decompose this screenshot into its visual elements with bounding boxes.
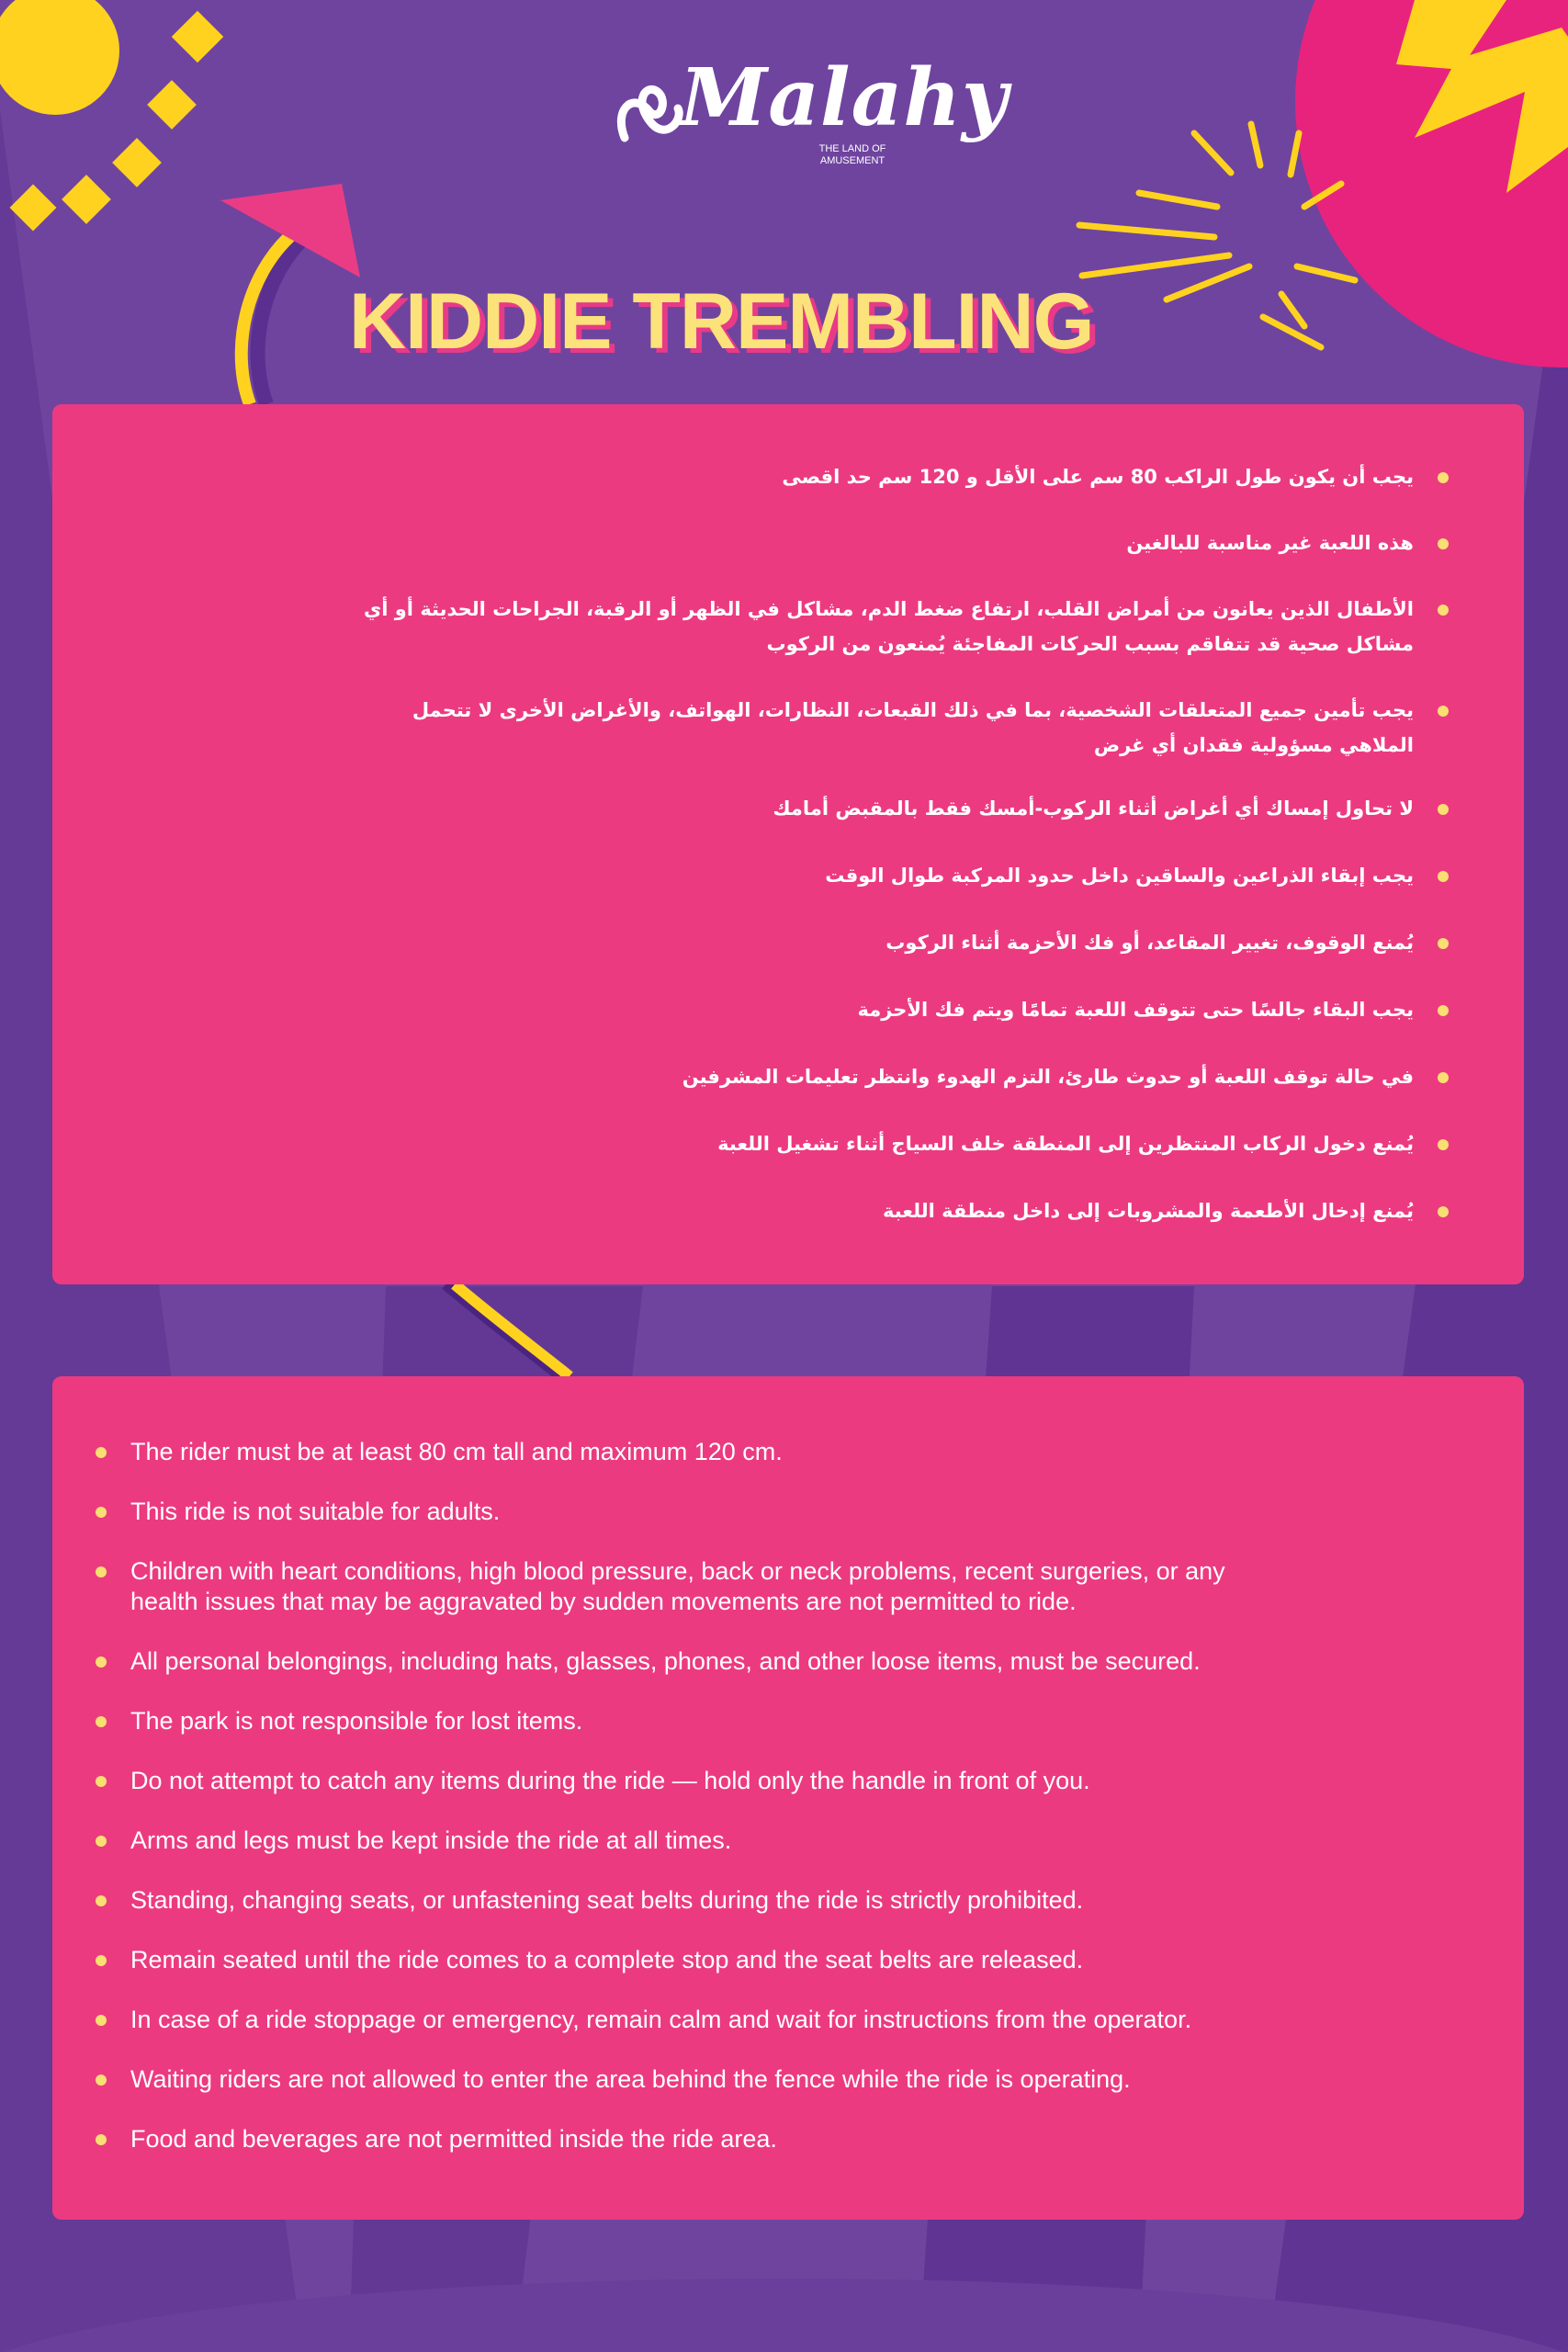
bullet-dot-icon: [96, 2134, 107, 2145]
bullet-dot-icon: [96, 1776, 107, 1787]
list-item: [130, 2064, 1453, 2095]
list-item: [130, 1497, 1453, 1527]
logo-tagline: THE LAND OF AMUSEMENT: [818, 143, 886, 166]
bullet-dot-icon: [96, 2075, 107, 2086]
bullet-dot-icon: [96, 1566, 107, 1577]
bullet-dot-icon: [96, 1955, 107, 1966]
list-item: [348, 925, 1414, 960]
bullet-dot-icon: [1438, 871, 1449, 882]
rule-text: Arms and legs must be kept inside the ride at all times.: [130, 1826, 732, 1854]
bullet-dot-icon: [96, 1507, 107, 1518]
rule-text: Standing, changing seats, or unfastening seat belts during the ride is strictly prohibited.: [130, 1886, 1084, 1914]
bullet-dot-icon: [96, 1895, 107, 1906]
arabic-rules-panel: [52, 404, 1524, 1284]
list-item: [130, 1706, 1453, 1736]
bullet-dot-icon: [1438, 472, 1449, 483]
rule-text: يجب تأمين جميع المتعلقات الشخصية، بما في ذلك القبعات، النظارات، الهواتف، والأغراض الأخرى لا تتحمل الملاهي مسؤولية فقدان أي غرض: [412, 699, 1414, 756]
list-item: [348, 791, 1414, 826]
rule-text: يجب البقاء جالسًا حتى تتوقف اللعبة تمامًا ويتم فك الأحزمة: [857, 999, 1414, 1021]
list-item: [130, 1885, 1453, 1916]
list-item: [130, 2005, 1453, 2035]
list-item: [348, 1059, 1414, 1094]
list-item: [130, 1766, 1453, 1796]
list-item: [130, 1646, 1453, 1677]
logo-mark-icon: [614, 74, 687, 156]
logo-wordmark: Malahy: [680, 51, 1009, 144]
rule-text: This ride is not suitable for adults.: [130, 1498, 501, 1525]
bullet-dot-icon: [1438, 605, 1449, 616]
rule-text: لا تحاول إمساك أي أغراض أثناء الركوب-أمسك فقط بالمقبض أمامك: [773, 797, 1414, 820]
rule-text: في حالة توقف اللعبة أو حدوث طارئ، التزم الهدوء وانتظر تعليمات المشرفين: [682, 1066, 1414, 1088]
rule-text: Children with heart conditions, high blood pressure, back or neck problems, recent surgeries, or any health issues that may be aggravated by sudden movements are not permitted to ride.: [130, 1557, 1225, 1615]
list-item: [348, 459, 1414, 494]
bullet-dot-icon: [96, 1657, 107, 1668]
list-item: [348, 693, 1414, 763]
rule-text: Remain seated until the ride comes to a complete stop and the seat belts are released.: [130, 1946, 1084, 1973]
rule-text: يُمنع دخول الركاب المنتظرين إلى المنطقة خلف السياج أثناء تشغيل اللعبة: [717, 1133, 1414, 1155]
rule-text: Food and beverages are not permitted inside the ride area.: [130, 2125, 777, 2153]
rule-text: يجب إبقاء الذراعين والساقين داخل حدود المركبة طوال الوقت: [825, 865, 1414, 887]
list-item: [348, 526, 1414, 560]
bullet-dot-icon: [1438, 538, 1449, 549]
list-item: [130, 2124, 1453, 2154]
list-item: [348, 992, 1414, 1027]
rule-text: The rider must be at least 80 cm tall and maximum 120 cm.: [130, 1438, 783, 1465]
rule-text: يُمنع الوقوف، تغيير المقاعد، أو فك الأحزمة أثناء الركوب: [886, 932, 1414, 954]
rule-text: يُمنع إدخال الأطعمة والمشروبات إلى داخل منطقة اللعبة: [882, 1200, 1414, 1222]
bullet-dot-icon: [1438, 938, 1449, 949]
bullet-dot-icon: [96, 2015, 107, 2026]
rule-text: الأطفال الذين يعانون من أمراض القلب، ارتفاع ضغط الدم، مشاكل في الظهر أو الرقبة، الجراحات الحديثة أو أي مشاكل صحية قد تتفاقم بسبب الحركات المفاجئة يُمنعون من الركوب: [364, 598, 1414, 655]
english-rules-panel: [52, 1376, 1524, 2220]
rule-text: The park is not responsible for lost items.: [130, 1707, 583, 1735]
list-item: [130, 1437, 1453, 1467]
malahy-logo: [614, 51, 1009, 175]
rule-text: Waiting riders are not allowed to enter the area behind the fence while the ride is operating.: [130, 2065, 1131, 2093]
rule-text: يجب أن يكون طول الراكب 80 سم على الأقل و 120 سم حد اقصى: [782, 466, 1414, 488]
rule-text: All personal belongings, including hats, glasses, phones, and other loose items, must be secured.: [130, 1647, 1201, 1675]
list-item: [348, 1193, 1414, 1228]
page-title: KIDDIE TREMBLING: [349, 277, 1094, 366]
rule-text: In case of a ride stoppage or emergency, remain calm and wait for instructions from the operator.: [130, 2006, 1192, 2033]
bullet-dot-icon: [1438, 1005, 1449, 1016]
list-item: [348, 592, 1414, 662]
bullet-dot-icon: [96, 1447, 107, 1458]
bullet-dot-icon: [1438, 804, 1449, 815]
list-item: [130, 1826, 1453, 1856]
list-item: [130, 1945, 1453, 1975]
list-item: [348, 858, 1414, 893]
list-item: [130, 1556, 1233, 1617]
rule-text: Do not attempt to catch any items during the ride — hold only the handle in front of you.: [130, 1767, 1090, 1794]
rule-text: هذه اللعبة غير مناسبة للبالغين: [1126, 532, 1414, 554]
list-item: [348, 1126, 1414, 1161]
bullet-dot-icon: [96, 1836, 107, 1847]
bullet-dot-icon: [96, 1716, 107, 1727]
bullet-dot-icon: [1438, 1139, 1449, 1150]
bullet-dot-icon: [1438, 706, 1449, 717]
bullet-dot-icon: [1438, 1072, 1449, 1083]
bullet-dot-icon: [1438, 1206, 1449, 1217]
